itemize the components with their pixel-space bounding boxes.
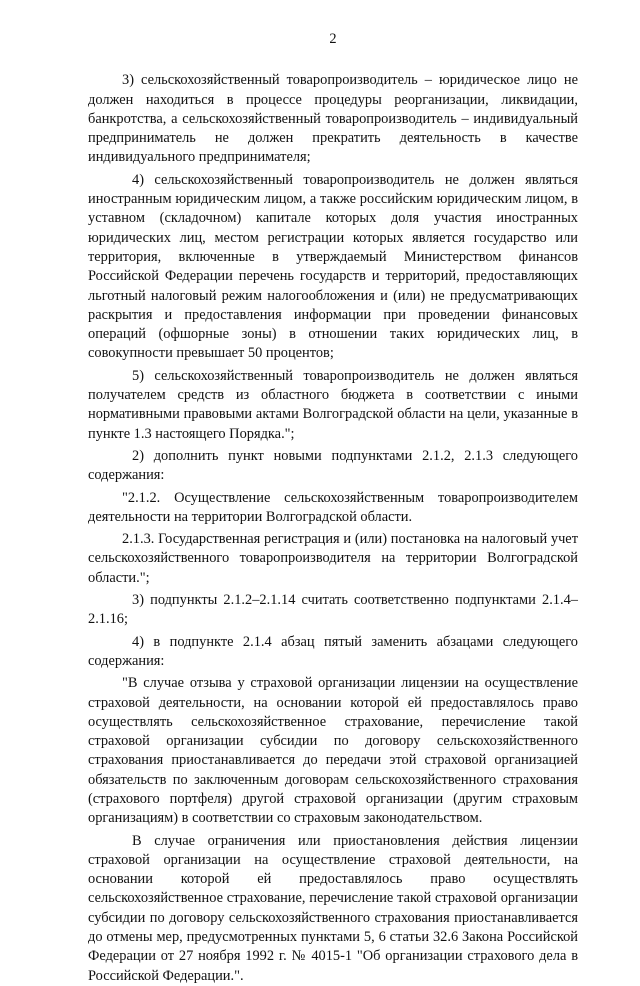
- paragraph-2-1-3: 2.1.3. Государственная регистрация и (или) постановка на налоговый учет сельскохозяйственного товаропроизводителя на территории Волгоградской области.";: [88, 531, 578, 586]
- paragraph-amend-2: 2) дополнить пункт новыми подпунктами 2.1.2, 2.1.3 следующего содержания:: [88, 447, 578, 484]
- paragraph-license-revocation: "В случае отзыва у страховой организации лицензии на осуществление страховой деятельности, на основании которой ей предоставлялось право осуществлять сельскохозяйственное страхование, перечисление такой страховой организации субсидии по договору сельскохозяйственного страхования приостанавливается до передачи этой страховой организацией обязательств по заключенным договорам сельскохозяйственного страхования (страхового портфеля) другой страховой организации (другим страховым организациям) в соответствии со страховым законодательством.: [88, 675, 578, 827]
- paragraph-item-3: 3) сельскохозяйственный товаропроизводитель – юридическое лицо не должен находиться в процессе процедуры реорганизации, ликвидации, банкротства, а сельскохозяйственный товаропроизводитель – индивидуальный предприниматель не должен прекратить деятельность в качестве индивидуального предпринимателя;: [88, 72, 578, 166]
- page-number: 2: [329, 31, 337, 47]
- paragraph-license-suspension: В случае ограничения или приостановления действия лицензии страховой организации на осуществление страховой деятельности, на основании которой ей предоставлялось право осуществлять сельскохозяйственное страхование, перечисление такой страховой организации субсидии по договору сельскохозяйственного страхования приостанавливается до отмены мер, предусмотренных пунктами 5, 6 статьи 32.6 Закона Российской Федерации от 27 ноября 1992 г. № 4015-1 "Об организации страхового дела в Российской Федерации.".: [88, 832, 578, 984]
- paragraph-item-5: 5) сельскохозяйственный товаропроизводитель не должен являться получателем средств из областного бюджета в соответствии с иными нормативными правовыми актами Волгоградской области на цели, указанные в пункте 1.3 настоящего Порядка.";: [88, 367, 578, 442]
- paragraph-item-4: 4) сельскохозяйственный товаропроизводитель не должен являться иностранным юридическим лицом, а также российским юридическим лицом, в уставном (складочном) капитале которых доля участия иностранных юридических лиц, местом регистрации которых является государство или территория, включенные в утверждаемый Министерством финансов Российской Федерации перечень государств и территорий, предоставляющих льготный налоговый режим налогообложения и (или) не предусматривающих раскрытия и предоставления информации при проведении финансовых операций (офшорные зоны) в отношении таких юридических лиц, в совокупности превышает 50 процентов;: [88, 171, 578, 362]
- paragraph-amend-3: 3) подпункты 2.1.2–2.1.14 считать соответственно подпунктами 2.1.4–2.1.16;: [88, 592, 578, 628]
- paragraph-2-1-2: "2.1.2. Осуществление сельскохозяйственным товаропроизводителем деятельности на территории Волгоградской области.: [88, 489, 578, 525]
- paragraph-amend-4: 4) в подпункте 2.1.4 абзац пятый заменить абзацами следующего содержания:: [88, 633, 578, 669]
